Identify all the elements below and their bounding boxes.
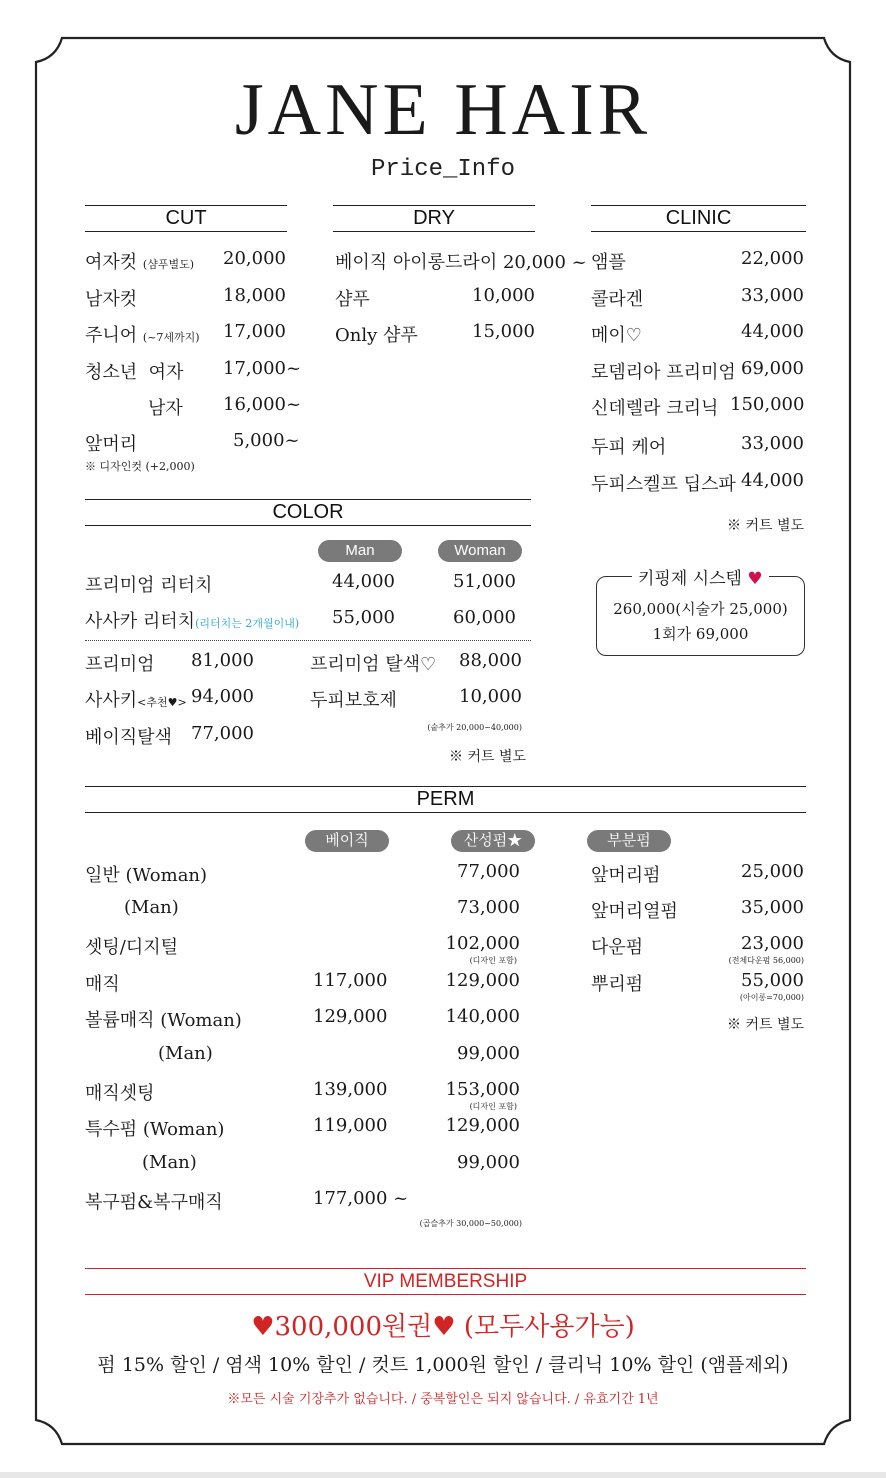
perm-item-name: (Man) (142, 1152, 197, 1173)
dry-item-name: 샴푸 (335, 289, 370, 310)
perm-basic-price: 117,000 (313, 970, 388, 991)
cut-item-price: 18,000 (223, 285, 286, 306)
clinic-item-price: 44,000 (741, 321, 804, 342)
clinic-cut-separate-note: ※ 커트 별도 (727, 518, 804, 534)
color-retouch-man: 55,000 (332, 607, 395, 628)
clinic-item-name: 신데렐라 크리닉 (591, 398, 719, 419)
cut-item-name: 남자컷 (85, 289, 138, 310)
color-item-price: 94,000 (191, 686, 254, 707)
vip-discounts: 펌 15% 할인 / 염색 10% 할인 / 컷트 1,000원 할인 / 클리닉 10% 할인 (앰플제외) (97, 1354, 789, 1376)
color-item-price: 81,000 (191, 650, 254, 671)
dry-item-price: 10,000 (472, 285, 535, 306)
partial-perm-name: 뿌리펌 (591, 974, 644, 995)
dry-item: 베이직 아이롱드라이 20,000 ~ (335, 252, 587, 273)
partial-perm-name: 다운펌 (591, 937, 644, 958)
cut-item-price: 20,000 (223, 248, 286, 269)
perm-acid-price: 102,000 (445, 933, 520, 954)
partial-perm-name: 앞머리열펌 (591, 901, 678, 922)
clinic-item-price: 33,000 (741, 285, 804, 306)
clinic-item-price: 33,000 (741, 433, 804, 454)
perm-acid-note: (디자인 포함) (469, 1102, 517, 1111)
perm-item-name: 셋팅/디지털 (85, 937, 179, 958)
color-retouch-name: 프리미엄 리터치 (85, 575, 213, 596)
cut-header: CUT (85, 205, 287, 232)
dry-item-name: Only 샴푸 (335, 325, 418, 346)
clinic-item-name: 두피 케어 (591, 437, 667, 458)
cut-item-price: 16,000~ (223, 394, 302, 415)
basic-pill: 베이직 (305, 830, 389, 852)
man-pill: Man (318, 540, 402, 562)
brand-subtitle: Price_Info (370, 156, 516, 183)
clinic-item-price: 69,000 (741, 358, 804, 379)
color-add-note: (숱추가 20,000~40,000) (427, 723, 522, 732)
color-retouch-name: 사사카 리터치(리터치는 2개월이내) (85, 611, 300, 632)
color-item-name: 두피보호제 (310, 690, 397, 711)
perm-basic-price: 119,000 (313, 1115, 388, 1136)
cut-item-name: 앞머리 (85, 434, 138, 455)
partial-perm-note: (아이롱=70,000) (739, 993, 804, 1002)
perm-acid-note: (디자인 포함) (469, 956, 517, 965)
perm-basic-price: 129,000 (313, 1006, 388, 1027)
perm-acid-price: 73,000 (457, 897, 520, 918)
bottom-strip (0, 1472, 886, 1478)
dry-item-price: 15,000 (472, 321, 535, 342)
color-retouch-woman: 60,000 (453, 607, 516, 628)
cut-item-name: 남자 (148, 398, 183, 419)
partial-perm-price: 25,000 (741, 861, 804, 882)
partial-perm-pill: 부분펌 (587, 830, 671, 852)
clinic-item-name: 로뎀리아 프리미엄 (591, 362, 736, 383)
color-item-name: 프리미엄 탈색♡ (310, 654, 437, 675)
color-retouch-man: 44,000 (332, 571, 395, 592)
dotted-divider (85, 640, 531, 641)
color-item-name: 프리미엄 (85, 654, 155, 675)
partial-perm-price: 35,000 (741, 897, 804, 918)
perm-header: PERM (85, 786, 806, 813)
keeping-title: 키핑제 시스템 ♥ (632, 564, 769, 589)
woman-pill: Woman (438, 540, 522, 562)
cut-item-price: 17,000 (223, 321, 286, 342)
perm-basic-price: 139,000 (313, 1079, 388, 1100)
clinic-item-name: 메이♡ (591, 325, 642, 346)
cut-item-name: 여자컷 (샴푸별도) (85, 252, 194, 273)
clinic-item-name: 앰플 (591, 252, 626, 273)
partial-perm-price: 55,000 (741, 970, 804, 991)
perm-item-name: (Man) (158, 1043, 213, 1064)
color-item-name: 사사키<추천♥> (85, 690, 187, 711)
partial-perm-note: (전체다운펌 56,000) (728, 956, 804, 965)
perm-item-name: 매직셋팅 (85, 1083, 155, 1104)
perm-item-name: 특수펌 (Woman) (85, 1119, 225, 1140)
cut-item-price: 17,000~ (223, 358, 302, 379)
perm-acid-price: 140,000 (445, 1006, 520, 1027)
clinic-item-name: 두피스켈프 딥스파 (591, 474, 736, 495)
perm-acid-price: 77,000 (457, 861, 520, 882)
color-header: COLOR (85, 499, 531, 526)
cut-item-price: 5,000~ (233, 430, 300, 451)
color-item-price: 88,000 (459, 650, 522, 671)
clinic-item-price: 22,000 (741, 248, 804, 269)
perm-item-name: 매직 (85, 974, 120, 995)
heart-icon: ♥ (747, 569, 763, 589)
perm-item-name: (Man) (124, 897, 179, 918)
keeping-line2: 1회가 69,000 (652, 625, 749, 643)
clinic-item-price: 150,000 (730, 394, 805, 415)
partial-perm-price: 23,000 (741, 933, 804, 954)
acid-perm-pill: 산성펌★ (451, 830, 535, 852)
perm-add-note: (곱슬추가 30,000~50,000) (419, 1219, 522, 1228)
partial-perm-name: 앞머리펌 (591, 865, 661, 886)
perm-cut-separate-note: ※ 커트 별도 (727, 1017, 804, 1033)
design-cut-note: ※ 디자인컷 (+2,000) (85, 460, 195, 473)
perm-item-name: 복구펌&복구매직 (85, 1192, 223, 1213)
perm-basic-price: 177,000 ~ (313, 1188, 409, 1209)
clinic-item-price: 44,000 (741, 470, 804, 491)
color-retouch-woman: 51,000 (453, 571, 516, 592)
vip-header: VIP MEMBERSHIP (85, 1268, 806, 1295)
vip-notice: ※모든 시술 기장추가 없습니다. / 중복할인은 되지 않습니다. / 유효기간 1년 (227, 1392, 659, 1407)
color-item-price: 10,000 (459, 686, 522, 707)
keeping-line1: 260,000(시술가 25,000) (613, 600, 788, 618)
color-cut-separate-note: ※ 커트 별도 (449, 749, 526, 765)
vip-voucher: ♥300,000원권♥ (모두사용가능) (251, 1312, 635, 1342)
clinic-item-name: 콜라겐 (591, 289, 644, 310)
perm-item-name: 볼륨매직 (Woman) (85, 1010, 242, 1031)
cut-item-name: 주니어 (~7세까지) (85, 325, 200, 346)
perm-acid-price: 129,000 (445, 1115, 520, 1136)
dry-header: DRY (333, 205, 535, 232)
clinic-header: CLINIC (591, 205, 806, 232)
perm-acid-price: 129,000 (445, 970, 520, 991)
perm-item-name: 일반 (Woman) (85, 865, 208, 886)
brand-title: JANE HAIR (234, 69, 652, 151)
color-item-price: 77,000 (191, 723, 254, 744)
cut-item-name: 청소년 여자 (85, 362, 184, 383)
perm-acid-price: 99,000 (457, 1043, 520, 1064)
color-item-name: 베이직탈색 (85, 727, 172, 748)
perm-acid-price: 153,000 (445, 1079, 520, 1100)
perm-acid-price: 99,000 (457, 1152, 520, 1173)
